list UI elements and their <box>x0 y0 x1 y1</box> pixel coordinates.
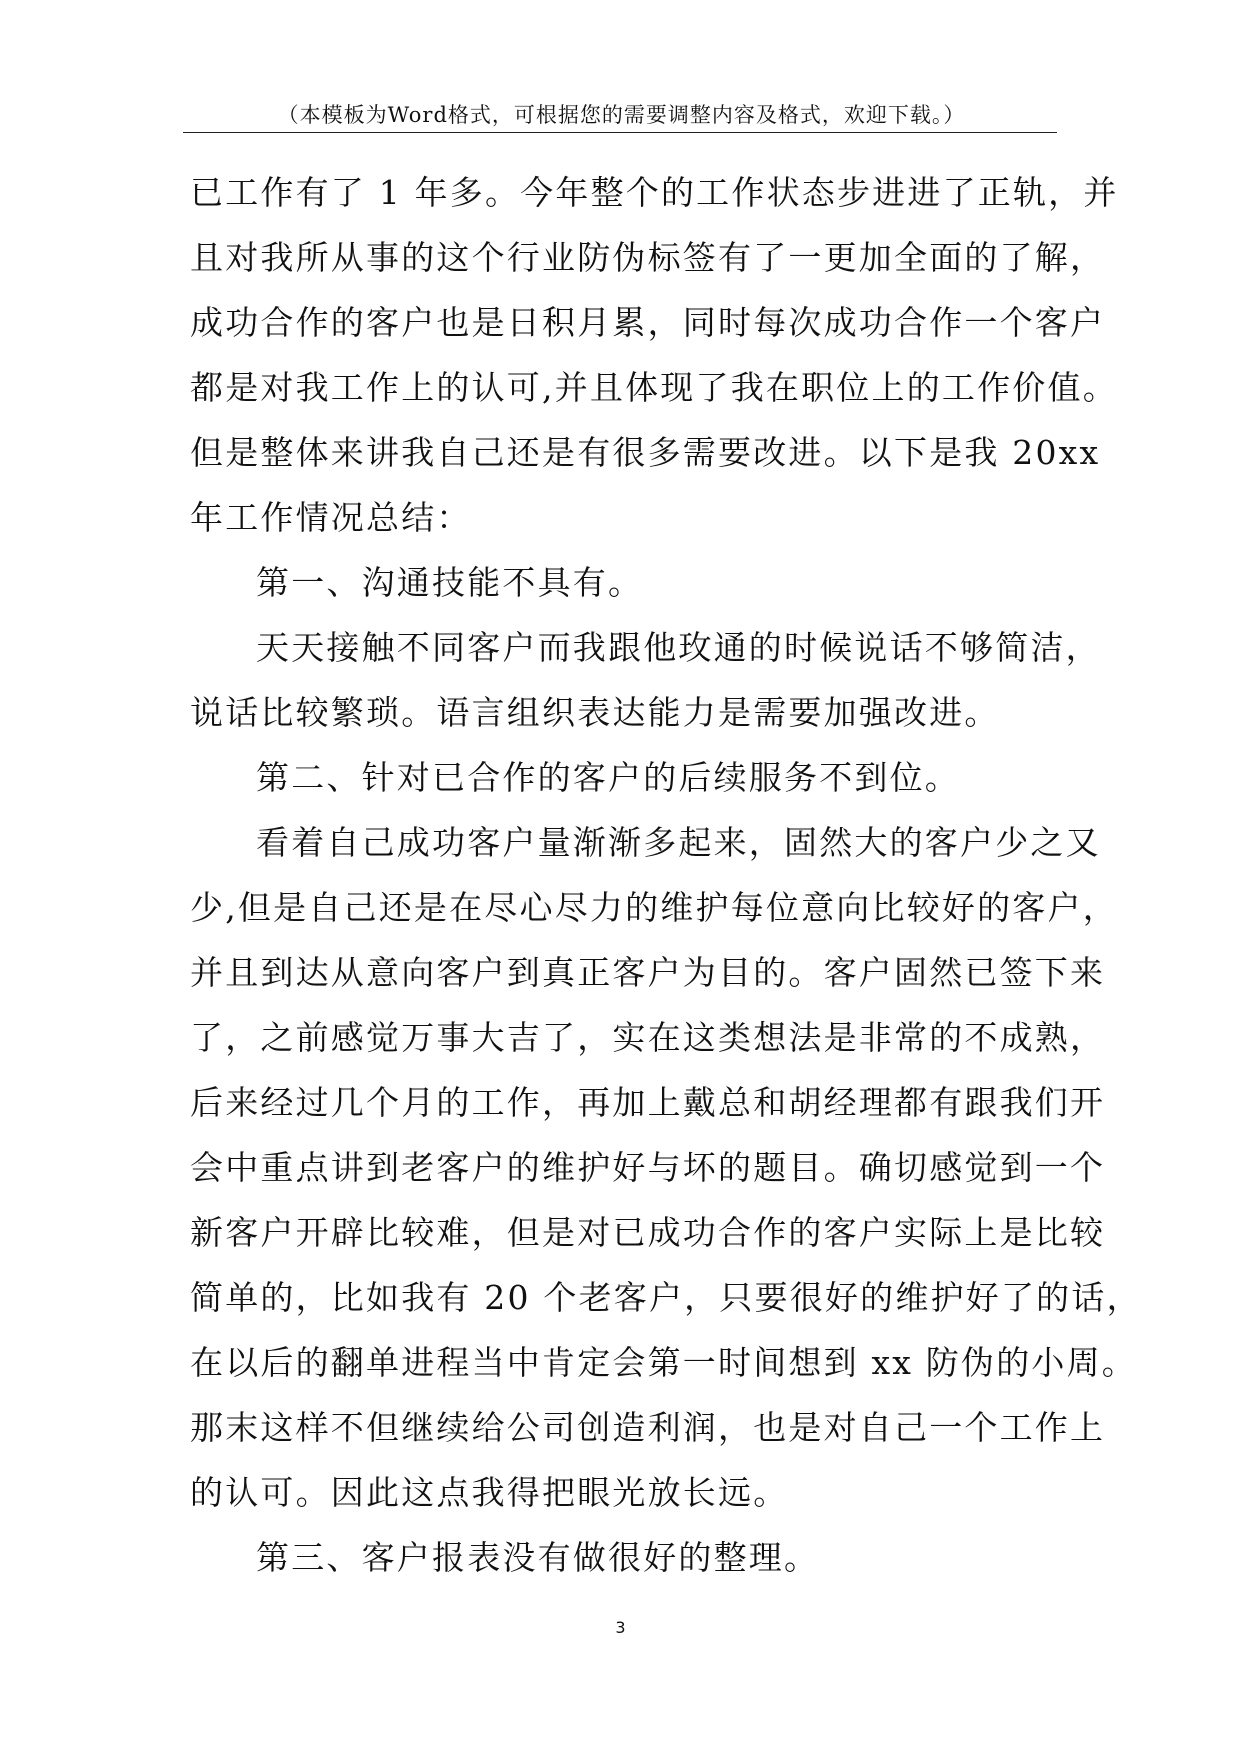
body-line: 在以后的翻单进程当中肯定会第一时间想到 xx 防伪的小周。 <box>190 1343 1138 1382</box>
body-line: 看着自己成功客户量渐渐多起来，固然大的客户少之又 <box>256 823 1101 862</box>
body-line: 且对我所从事的这个行业防伪标签有了一更加全面的了解， <box>190 238 1106 277</box>
section-heading: 第一、沟通技能不具有。 <box>256 563 644 602</box>
body-line: 那末这样不但继续给公司创造利润，也是对自己一个工作上 <box>190 1408 1106 1447</box>
section-heading: 第三、客户报表没有做很好的整理。 <box>256 1538 820 1577</box>
body-line: 的认可。因此这点我得把眼光放长远。 <box>190 1473 789 1512</box>
header-divider <box>183 132 1057 133</box>
body-line: 已工作有了 1 年多。今年整个的工作状态步进进了正轨，并 <box>190 173 1119 212</box>
body-line: 都是对我工作上的认可,并且体现了我在职位上的工作价值。 <box>190 368 1118 407</box>
body-line: 新客户开辟比较难，但是对已成功合作的客户实际上是比较 <box>190 1213 1106 1252</box>
body-line: 少,但是自己还是在尽心尽力的维护每位意向比较好的客户， <box>190 888 1118 927</box>
body-line: 后来经过几个月的工作，再加上戴总和胡经理都有跟我们开 <box>190 1083 1106 1122</box>
body-line: 简单的，比如我有 20 个老客户，只要很好的维护好了的话， <box>190 1278 1142 1317</box>
body-line: 成功合作的客户也是日积月累，同时每次成功合作一个客户 <box>190 303 1106 342</box>
body-line: 说话比较繁琐。语言组织表达能力是需要加强改进。 <box>190 693 1000 732</box>
document-body <box>190 160 1142 1590</box>
body-line: 会中重点讲到老客户的维护好与坏的题目。确切感觉到一个 <box>190 1148 1106 1187</box>
body-line: 年工作情况总结： <box>190 498 472 537</box>
body-line: 了，之前感觉万事大吉了，实在这类想法是非常的不成熟， <box>190 1018 1106 1057</box>
body-line: 但是整体来讲我自己还是有很多需要改进。以下是我 20xx <box>190 433 1101 472</box>
body-line: 天天接触不同客户而我跟他玫通的时候说话不够简洁， <box>256 628 1101 667</box>
body-line: 并且到达从意向客户到真正客户为目的。客户固然已签下来 <box>190 953 1106 992</box>
page-header: （本模板为Word格式，可根据您的需要调整内容及格式，欢迎下载。） <box>277 103 966 127</box>
section-heading: 第二、针对已合作的客户的后续服务不到位。 <box>256 758 960 797</box>
page-number: 3 <box>615 1618 626 1637</box>
